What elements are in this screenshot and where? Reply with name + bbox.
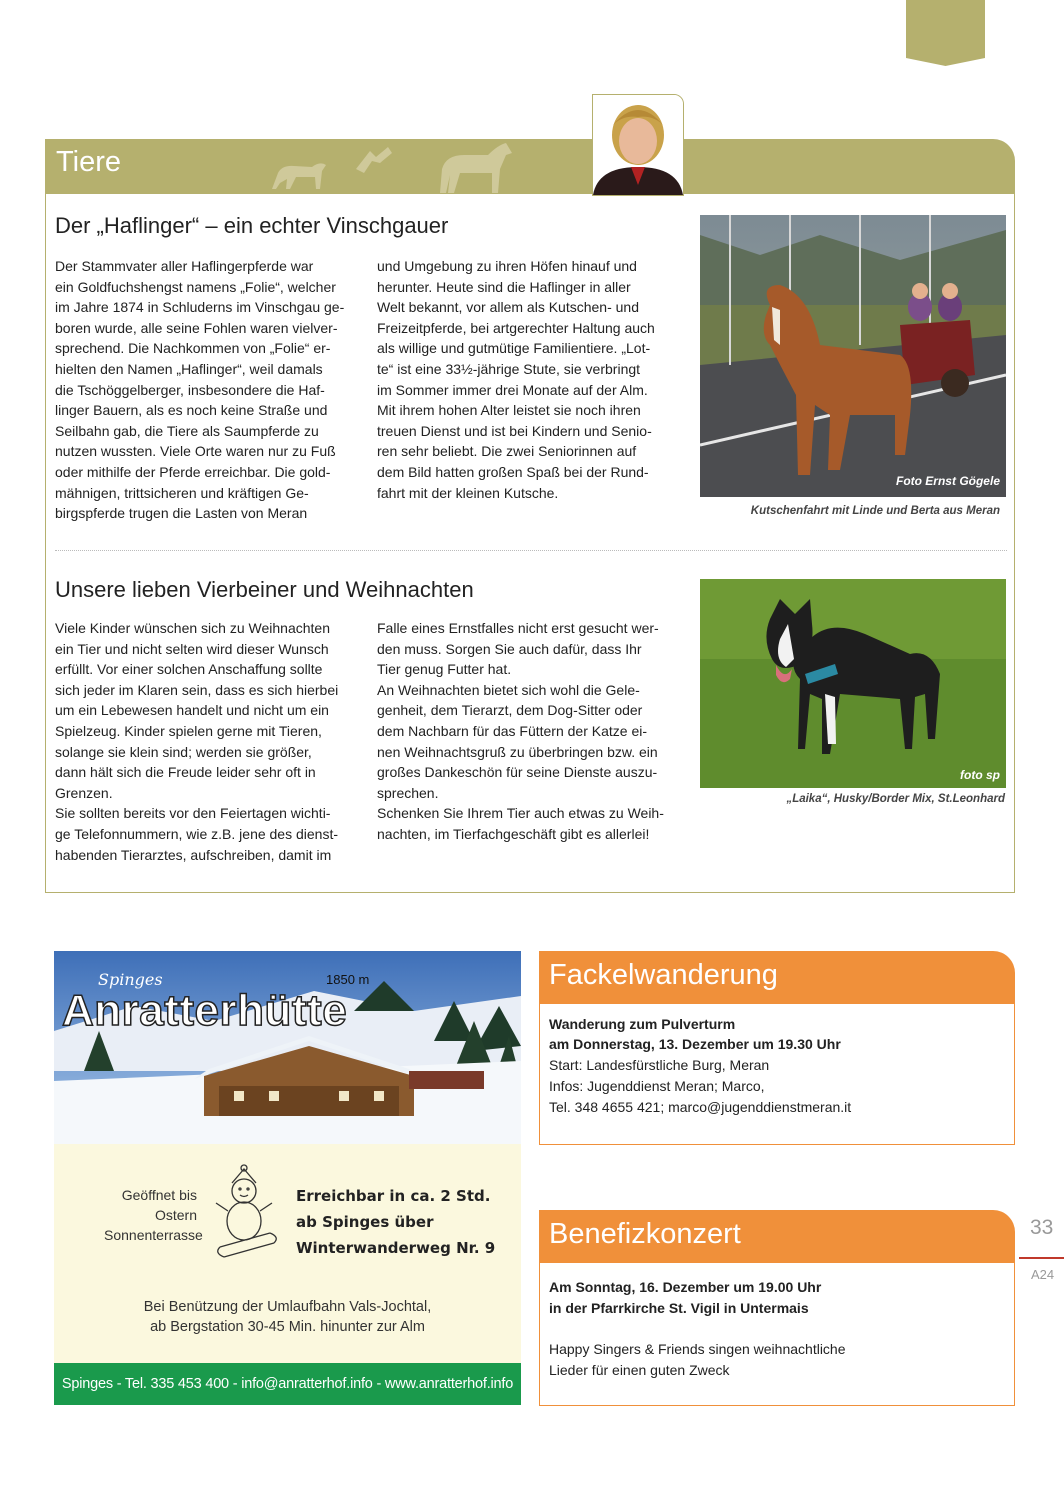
photo-caption: „Laika“, Husky/Border Mix, St.Leonhard xyxy=(786,793,1005,805)
article-column-1: Viele Kinder wünschen sich zu Weihnachten ein Tier und nicht selten wird dieser Wunsch erfüllt. Vor einer solchen Anschaffung sollte sich jeder im Klaren sein, dass es sich hierbei um ein Lebewesen handelt und nicht um ein Spielzeug. Kinder spielen gerne mit Tieren, solange sie klein sind; werden sie größer, dann hält sich die Freude leider sehr oft in Grenzen. Sie sollten bereits vor den Feiertagen wichti- ge Telefonnummern, wie z.B. jene des dienst- habenden Tierarztes, aufschreiben, damit im xyxy=(55,620,339,863)
page-number-rule xyxy=(1019,1257,1064,1259)
event-line: Infos: Jugenddienst Meran; Marco, xyxy=(549,1078,765,1094)
event-line: Lieder für einen guten Zweck xyxy=(549,1362,730,1378)
photo-credit: Foto Ernst Gögele xyxy=(895,474,1000,488)
article-divider xyxy=(55,550,1007,551)
photo-caption: Kutschenfahrt mit Linde und Berta aus Meran xyxy=(750,505,1000,517)
ad-cablecar-note: Bei Benützung der Umlaufbahn Vals-Jochtal, ab Bergstation 30-45 Min. hinunter zur Alm xyxy=(143,1299,432,1335)
ad-reach-info: Erreichbar in ca. 2 Std. ab Spinges über Winterwanderweg Nr. 9 xyxy=(296,1187,496,1257)
photo-credit: foto sp xyxy=(960,768,1000,782)
author-portrait xyxy=(592,94,684,196)
article-column-2: und Umgebung zu ihren Höfen hinauf und herunter. Heute sind die Haflinger in aller Welt bekannt, vor allem als Kutschen- und Freizeitpferde, bei artgerechter Haltung auch als willige und gutmütige Familientiere. „Lot- te“ ist eine 33½-jährige Stute, sie verbringt im Sommer immer drei Monate auf der Alm. Mit ihrem hohen Alter leistet sie noch ihren treuen Dienst und ist bei Kindern und Senio- ren sehr beliebt. Die zwei Seniorinnen auf dem Bild hatten großen Spaß bei der Rund- fahrt mit der kleinen Kutsche. xyxy=(377,258,655,501)
ad-altitude: 1850 m xyxy=(326,972,370,987)
animal-silhouettes xyxy=(260,139,560,194)
article-column-2: Falle eines Ernstfalles nicht erst gesucht wer- den muss. Sorgen Sie auch dafür, dass Ihr Tier genug Futter hat. An Weihnachten bietet sich wohl die Gele- genheit, dem Tierarzt, dem Dog-Sitter oder dem Nachbarn für das Füttern der Katze ei- nen Weihnachtsgruß zu überbringen bzw. ein großes Dankeschön für seine Dienste auszu- sprechen. Schenken Sie Ihrem Tier auch etwas zu Weih- nachten, im Tierfachgeschäft gibt es allerlei! xyxy=(377,620,664,842)
event-line: Am Sonntag, 16. Dezember um 19.00 Uhr xyxy=(549,1279,822,1295)
event-line: Start: Landesfürstliche Burg, Meran xyxy=(549,1057,770,1073)
event-line: am Donnerstag, 13. Dezember um 19.30 Uhr xyxy=(549,1036,841,1052)
section-title: Tiere xyxy=(56,146,121,178)
event-line: Tel. 348 4655 421; marco@jugenddienstmeran.it xyxy=(549,1099,852,1115)
article-heading: Der „Haflinger“ – ein echter Vinschgauer xyxy=(55,213,449,238)
event-line: in der Pfarrkirche St. Vigil in Untermais xyxy=(549,1300,809,1316)
section-tab-marker xyxy=(906,0,985,58)
event-title: Fackelwanderung xyxy=(549,959,778,991)
article-heading: Unsere lieben Vierbeiner und Weihnachten xyxy=(55,577,474,602)
snowman-sled-illustration xyxy=(214,1163,280,1267)
event-title: Benefizkonzert xyxy=(549,1218,741,1250)
article-column-1: Der Stammvater aller Haflingerpferde war ein Goldfuchshengst namens „Folie“, welcher im Jahre 1874 in Schluderns im Vinschgau ge- boren wurde, alle seine Fohlen waren vielver- sprechend. Die Nachkommen von „Folie“ er- hielten den Namen „Haflinger“, weil damals die Tschöggelberger, insbesondere die Haf- linger Bauern, als es noch keine Straße und Seilbahn gab, die Tiere als Saumpferde zu nutzen wussten. Viele Orte waren nur zu Fuß oder mithilfe der Pferde erreichbar. Die gold- mähnigen, trittsicheren und kräftigen Ge- birgspferde trugen die Lasten von Meran xyxy=(55,258,345,522)
ad-small-title: Spinges xyxy=(98,970,163,989)
event-line: Happy Singers & Friends singen weihnachtliche xyxy=(549,1341,846,1357)
ad-title: Anratterhütte xyxy=(62,986,348,1035)
ad-opening-info: Geöffnet bis Ostern Sonnenterrasse xyxy=(104,1187,203,1243)
event-line: Wanderung zum Pulverturm xyxy=(549,1016,736,1032)
dog-photo xyxy=(700,579,1006,788)
horse-carriage-photo xyxy=(700,215,1006,497)
page-number: 33 xyxy=(1030,1216,1054,1239)
page-code: A24 xyxy=(1031,1267,1055,1282)
ad-contact-footer: Spinges - Tel. 335 453 400 - info@anratterhof.info - www.anratterhof.info xyxy=(54,1363,521,1405)
